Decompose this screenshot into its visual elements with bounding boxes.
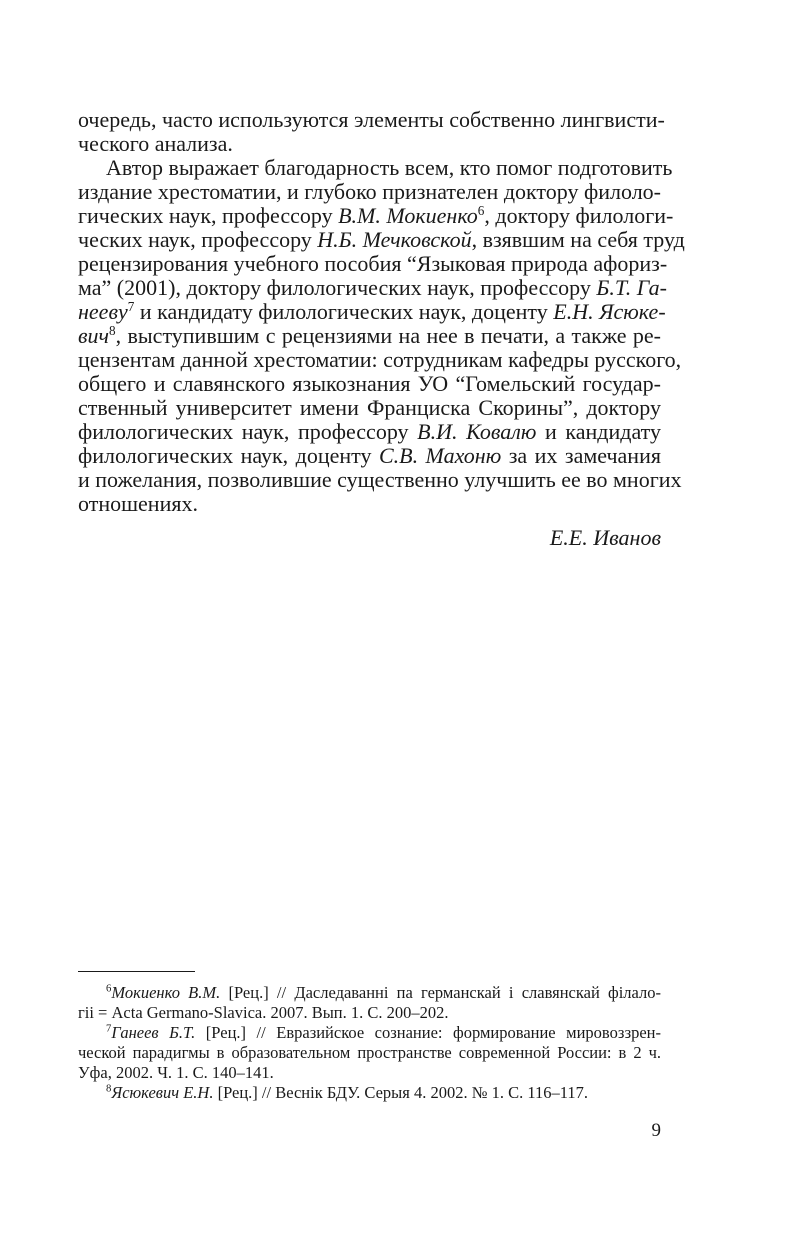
footnote-7: $^7$Ганеев Б.Т. [Рец.] // Евразийское сознание: формирование мировоззрен-: [106, 1022, 661, 1042]
footnote-author: Мокиенко В.М.: [111, 983, 221, 1002]
text-line: и пожелания, позволившие существенно улучшить ее во многих: [78, 467, 682, 492]
text-line: ма” (2001), доктору филологических наук, профессору Б.Т. Га-: [78, 275, 667, 300]
text-line: вич$^8$, выступившим с рецензиями на нее в печати, а также ре-: [78, 323, 661, 348]
footnote-ref: 8: [109, 323, 116, 339]
text-line: нееву$^7$ и кандидату филологических наук, доценту Е.Н. Ясюке-: [78, 299, 666, 324]
footnote-author: Ясюкевич Е.Н.: [111, 1083, 214, 1102]
reviewer-name: В.И. Ковалю: [417, 419, 537, 444]
text-line: очередь, часто используются элементы собственно лингвисти-: [78, 107, 665, 132]
text-line: общего и славянского языкознания УО “Гомельский государ-: [78, 371, 661, 396]
author-signature: Е.Е. Иванов: [549, 525, 661, 550]
footnote-number: 8: [106, 1082, 112, 1095]
footnote-number: 7: [106, 1022, 112, 1035]
reviewer-name: нееву: [78, 299, 128, 324]
footnote-ref: 7: [127, 299, 135, 315]
footnote-number: 6: [106, 982, 112, 995]
text-line: отношениях.: [78, 491, 198, 516]
text-line: ственный университет имени Франциска Скорины”, доктору: [78, 395, 661, 420]
reviewer-name: Е.Н. Ясюке-: [553, 299, 666, 324]
page-number: 9: [651, 1120, 661, 1141]
text-line: гических наук, профессору В.М. Мокиенко$^6$, доктору филологи-: [78, 203, 674, 228]
footnote-line: гіі = Acta Germano-Slavica. 2007. Вып. 1. С. 200–202.: [78, 1003, 449, 1022]
text-line: рецензирования учебного пособия “Языковая природа афориз-: [78, 251, 668, 276]
footnote-6: $^6$Мокиенко В.М. [Рец.] // Даследаванні па германскай і славянскай філало-: [106, 982, 661, 1002]
text-line: филологических наук, профессору В.И. Ковалю и кандидату: [78, 419, 661, 444]
footnote-line: Уфа, 2002. Ч. 1. С. 140–141.: [78, 1063, 274, 1082]
reviewer-name: вич: [78, 323, 110, 348]
reviewer-name: Б.Т. Га-: [596, 275, 667, 300]
text-line: ческого анализа.: [78, 131, 233, 156]
text-line: Автор выражает благодарность всем, кто помог подготовить: [106, 155, 673, 180]
footnote-author: Ганеев Б.Т.: [111, 1023, 196, 1042]
reviewer-name: В.М. Мокиенко: [338, 203, 478, 228]
text-line: филологических наук, доценту С.В. Махоню за их замечания: [78, 443, 661, 468]
reviewer-name: С.В. Махоню: [378, 443, 502, 468]
footnote-line: ческой парадигмы в образовательном пространстве современной России: в 2 ч.: [78, 1043, 661, 1062]
text-line: цензентам данной хрестоматии: сотрудникам кафедры русского,: [78, 347, 682, 372]
text-line: издание хрестоматии, и глубоко признателен доктору филоло-: [78, 179, 661, 204]
footnote-8: $^8$Ясюкевич Е.Н. [Рец.] // Веснік БДУ. Серыя 4. 2002. № 1. С. 116–117.: [106, 1082, 588, 1102]
footnote-separator: [78, 971, 195, 972]
footnote-ref: 6: [477, 203, 485, 219]
reviewer-name: Н.Б. Мечковской: [317, 227, 472, 252]
text-line: ческих наук, профессору Н.Б. Мечковской, взявшим на себя труд: [78, 227, 685, 252]
